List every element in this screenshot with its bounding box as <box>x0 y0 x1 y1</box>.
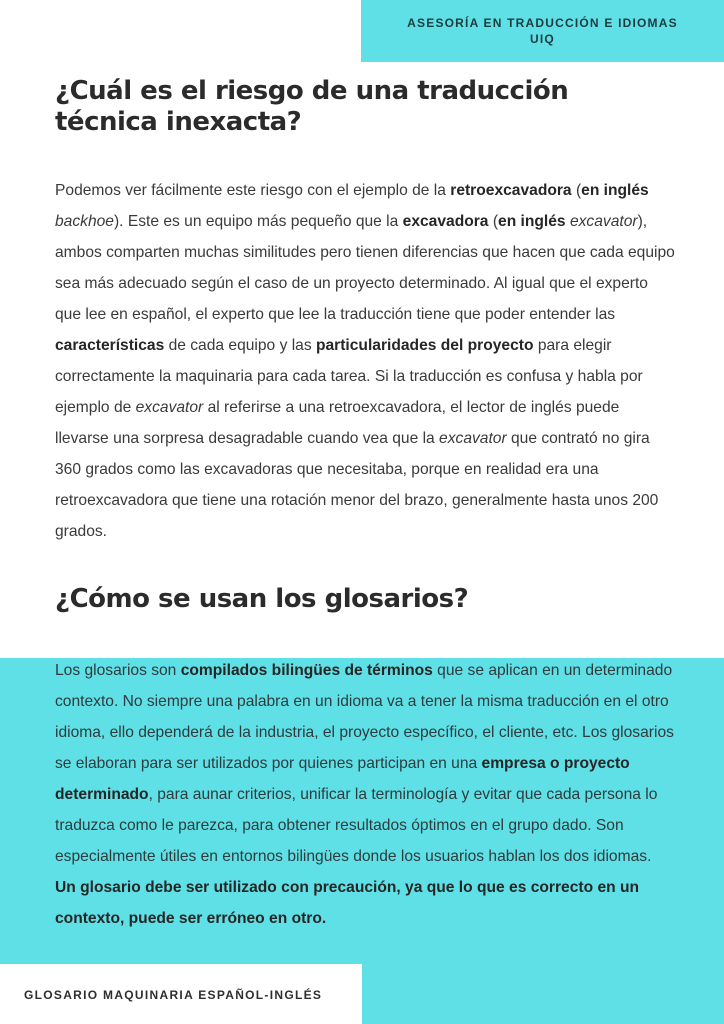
text-run: empresa o proyecto determinado <box>55 755 630 803</box>
header-title: ASESORÍA EN TRADUCCIÓN E IDIOMAS <box>407 16 678 30</box>
text-run: ( <box>488 213 499 230</box>
section-1-body <box>55 175 675 547</box>
text-run: ( <box>571 182 582 199</box>
text-run: para elegir correctamente la maquinaria para cada tarea. Si la traducción es confusa y habla por ejemplo de <box>55 337 643 416</box>
text-run: ). Este es un equipo más pequeño que la <box>113 213 403 230</box>
text-run: ), ambos comparten muchas similitudes pero tienen diferencias que hacen que cada equipo sea más adecuado según el caso de un proyecto determinado. Al igual que el experto que lee en español, el experto que lee la traducción tiene que poder entender las <box>55 213 675 323</box>
section-2-body <box>55 655 675 934</box>
text-run: en inglés <box>581 182 649 199</box>
header-subtitle: UIQ <box>530 32 555 46</box>
footer-label: GLOSARIO MAQUINARIA ESPAÑOL-INGLÉS <box>24 988 323 1002</box>
text-run: que se aplican en un determinado contexto. No siempre una palabra en un idioma va a tener la misma traducción en el otro idioma, ello dependerá de la industria, el proyecto específico, el cliente, etc. Los glosarios se elaboran para ser utilizados por quienes participan en una <box>55 662 674 772</box>
text-run: particularidades del proyecto <box>315 337 534 354</box>
text-run: excavator <box>135 399 204 416</box>
text-run: excavator <box>439 430 507 447</box>
text-run: backhoe <box>55 213 114 230</box>
header-banner <box>361 0 724 62</box>
text-run: características <box>55 337 165 354</box>
section-2-heading: ¿Cómo se usan los glosarios? <box>55 584 469 614</box>
footer-right-accent <box>362 964 724 1024</box>
text-run: excavator <box>569 213 638 230</box>
text-run: de cada equipo y las <box>164 337 316 354</box>
text-run: Un glosario debe ser utilizado con precaución, ya que lo que es correcto en un contexto, puede ser erróneo en otro. <box>55 879 640 927</box>
text-run: , para aunar criterios, unificar la terminología y evitar que cada persona lo traduzca como le parezca, para obtener resultados óptimos en el grupo dado. Son especialmente útiles en entornos bilingües donde los usuarios hablan los dos idiomas. <box>55 786 658 865</box>
text-run: Podemos ver fácilmente este riesgo con el ejemplo de la <box>55 182 451 199</box>
text-run: que contrató no gira 360 grados como las excavadoras que necesitaba, porque en realidad era una retroexcavadora que tiene una rotación menor del brazo, generalmente hasta unos 200 grados. <box>55 430 659 540</box>
text-run: en inglés <box>498 213 570 230</box>
text-run: retroexcavadora <box>450 182 572 199</box>
text-run: excavadora <box>402 213 489 230</box>
text-run: compilados bilingües de términos <box>180 662 433 679</box>
text-run: Los glosarios son <box>55 662 181 679</box>
section-1-heading: ¿Cuál es el riesgo de una traducción técnica inexacta? <box>55 76 569 137</box>
text-run: al referirse a una retroexcavadora, el lector de inglés puede llevarse una sorpresa desagradable cuando vea que la <box>55 399 620 447</box>
